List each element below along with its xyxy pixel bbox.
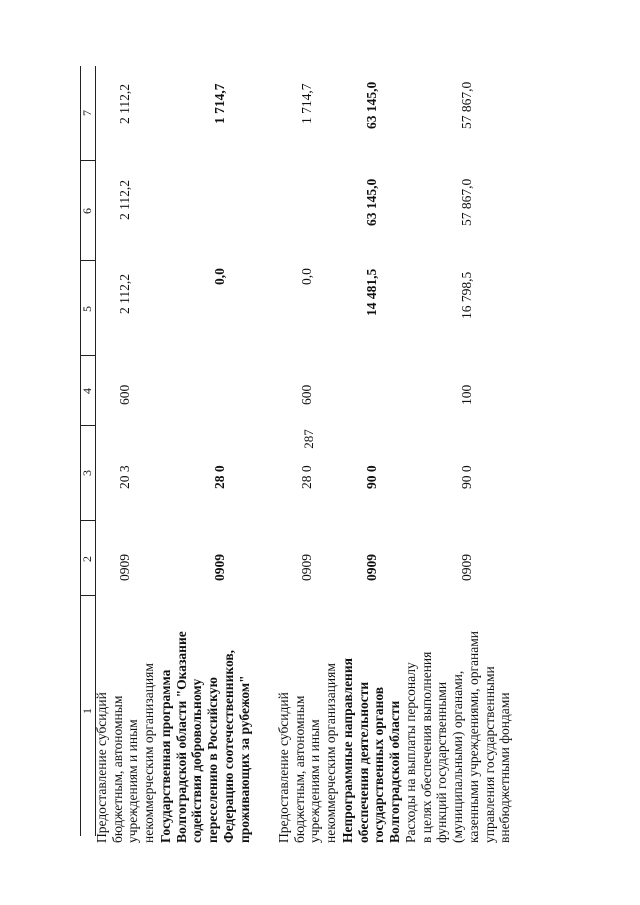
row-target: 28 0 [212, 465, 227, 489]
row-value-6: 63 145,0 [364, 178, 379, 226]
row-value-5: 14 481,5 [364, 268, 379, 316]
column-divider [80, 425, 95, 426]
column-divider [80, 355, 95, 356]
column-divider [80, 520, 95, 521]
row-section: 0909 [459, 554, 474, 581]
column-header-7: 7 [80, 110, 94, 116]
column-divider [80, 595, 95, 596]
row-value-7: 63 145,0 [364, 81, 379, 129]
row-name: Расходы на выплаты персоналу в целях обеспечения выполнения функций государственными (муниципальными) органами, казенными учреждениями, органами управления государственными внебюджетными фондами [403, 631, 513, 843]
column-header-2: 2 [80, 556, 94, 562]
row-value-5: 0,0 [212, 268, 227, 285]
column-header-3: 3 [80, 470, 94, 476]
column-header-4: 4 [80, 388, 94, 394]
row-value-5: 0,0 [299, 268, 314, 285]
row-target: 28 0 [299, 465, 314, 489]
column-divider [80, 260, 95, 261]
row-value-7: 57 867,0 [459, 81, 474, 129]
row-value-5: 16 798,5 [459, 271, 474, 319]
row-value-5: 2 112,2 [117, 274, 132, 314]
row-value-7: 1 714,7 [299, 83, 314, 124]
page-number: 287 [301, 429, 316, 449]
row-value-6: 2 112,2 [117, 180, 132, 220]
column-header-5: 5 [80, 306, 94, 312]
row-name: Предоставление субсидий бюджетным, автономным учреждениям и иным некоммерческим организациям [94, 663, 157, 843]
row-name: Непрограммные направления обеспечения деятельности государственных органов Волгоградской области [340, 658, 403, 843]
row-target: 90 0 [364, 465, 379, 489]
row-expense-type: 100 [459, 384, 474, 405]
row-name: Предоставление субсидий бюджетным, автономным учреждениям и иным некоммерческим организациям [276, 663, 339, 843]
row-expense-type: 600 [117, 384, 132, 405]
row-section: 0909 [117, 554, 132, 581]
row-target: 90 0 [459, 465, 474, 489]
column-divider [80, 160, 95, 161]
column-header-1: 1 [80, 708, 94, 714]
row-target: 20 3 [117, 465, 132, 489]
row-value-6: 57 867,0 [459, 178, 474, 226]
row-section: 0909 [364, 554, 379, 581]
row-name: Государственная программа Волгоградской области "Оказание содействия добровольному переселению в Российскую Федерацию соотечественников, проживающих за рубежом" [158, 631, 252, 843]
row-value-7: 2 112,2 [117, 84, 132, 124]
row-section: 0909 [299, 554, 314, 581]
row-expense-type: 600 [299, 384, 314, 405]
row-section: 0909 [212, 554, 227, 581]
row-value-7: 1 714,7 [212, 83, 227, 124]
column-header-6: 6 [80, 208, 94, 214]
rotated-budget-table [75, 61, 635, 851]
